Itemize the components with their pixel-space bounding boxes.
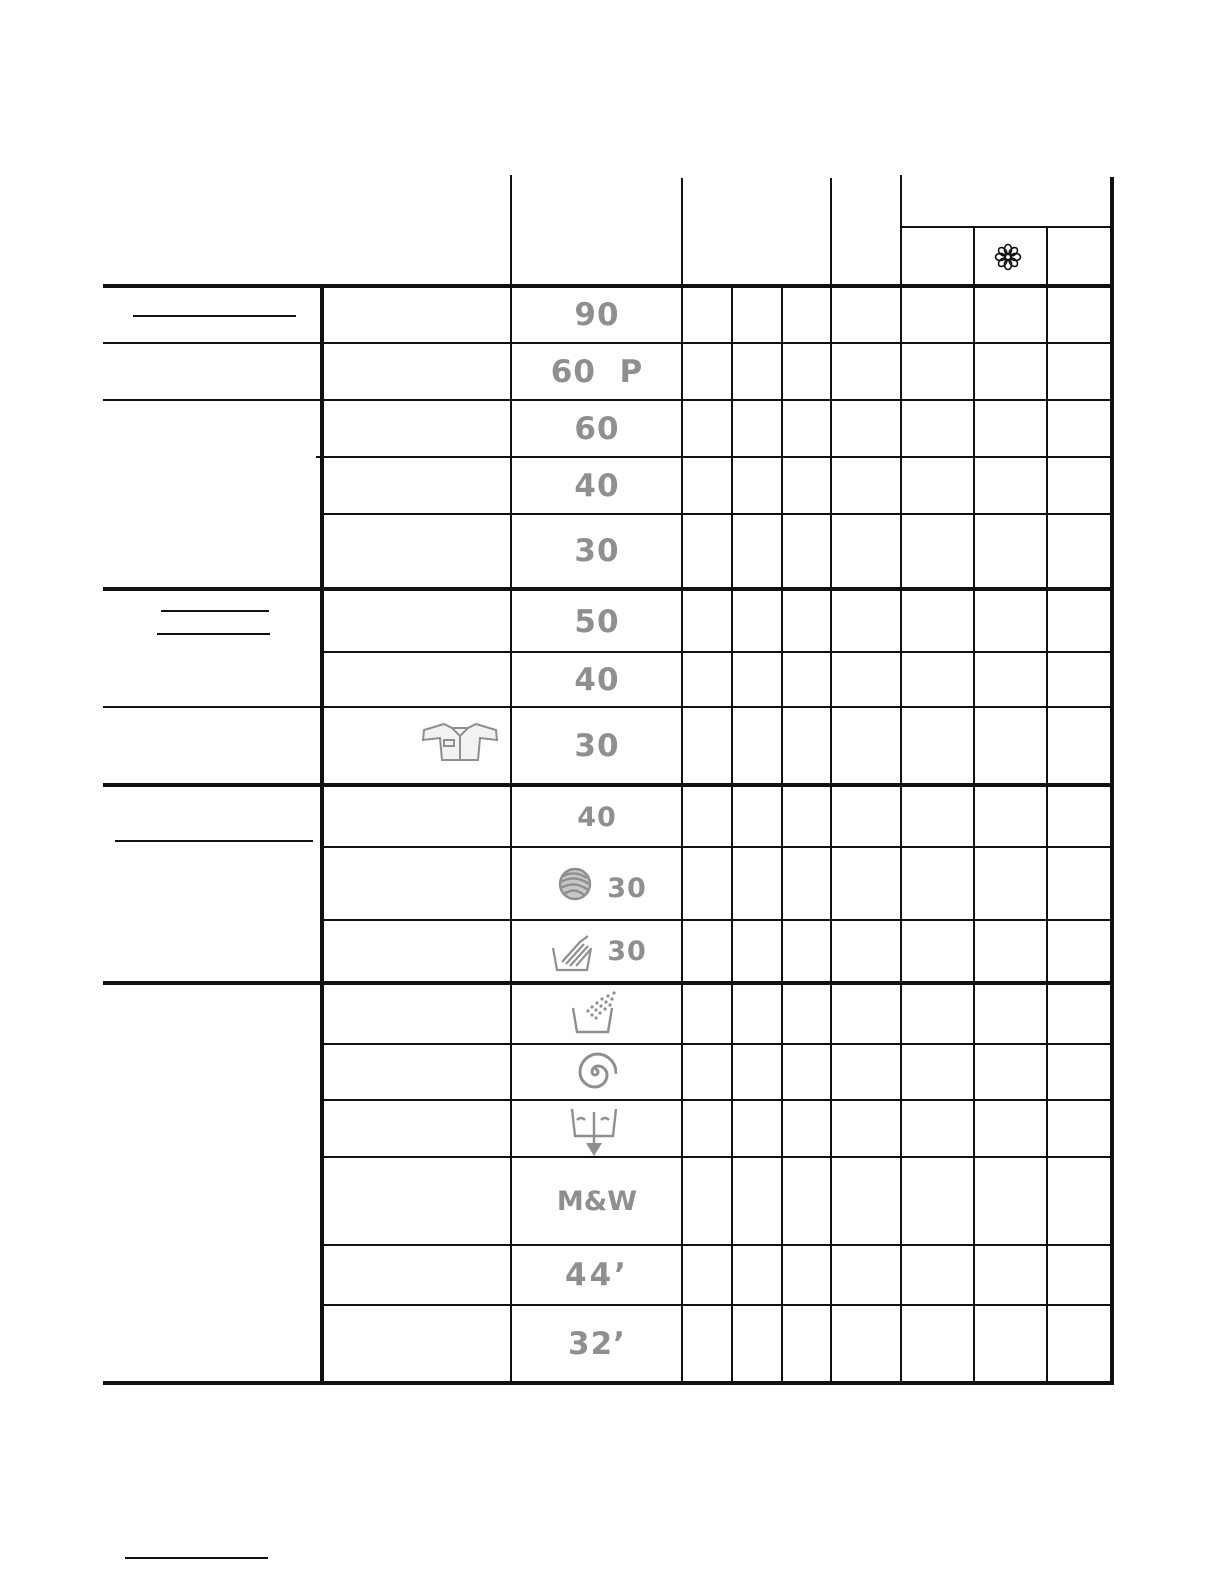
rinse-shower-icon	[570, 990, 618, 1034]
wool-icon	[556, 866, 594, 902]
program-label: 44’	[565, 1257, 629, 1293]
table-rule	[322, 651, 1112, 653]
table-rule	[322, 342, 1112, 344]
table-rule	[322, 456, 1112, 458]
program-label: 40	[574, 661, 620, 698]
program-label: 30	[607, 935, 647, 967]
heading-underline	[157, 633, 270, 635]
program-label: 60 P	[550, 353, 644, 390]
table-rule	[322, 513, 1112, 515]
program-label: 40	[577, 801, 617, 833]
table-rule	[103, 342, 322, 344]
handwash-icon	[550, 932, 596, 972]
table-rule	[103, 706, 322, 708]
table-rule	[973, 227, 975, 1383]
program-label: 30	[607, 873, 647, 904]
spin-spiral-icon	[573, 1050, 617, 1094]
table-rule	[322, 1156, 1112, 1158]
flower-softener-icon	[993, 242, 1023, 272]
table-rule	[322, 846, 1112, 848]
table-rule	[322, 919, 1112, 921]
table-rule	[731, 286, 733, 1383]
table-rule	[322, 1099, 1112, 1101]
table-rule	[1046, 227, 1048, 1383]
table-rule	[902, 226, 1112, 228]
table-rule	[830, 178, 832, 1383]
shirt-icon	[420, 722, 500, 764]
footer-underline	[125, 1557, 268, 1559]
table-rule	[322, 1304, 1112, 1306]
table-rule	[781, 286, 783, 1383]
program-label: M&W	[556, 1185, 638, 1217]
column-rule	[320, 286, 324, 1383]
program-label: 30	[574, 727, 620, 764]
table-rule	[316, 456, 322, 458]
program-label: 32’	[568, 1326, 626, 1362]
table-rule	[103, 399, 322, 401]
heading-underline	[115, 840, 313, 842]
table-rule	[322, 1244, 1112, 1246]
program-label: 50	[574, 603, 620, 640]
drain-arrow-icon	[569, 1106, 619, 1158]
table-rule	[322, 1043, 1112, 1045]
program-label: 90	[574, 297, 620, 333]
program-label: 30	[574, 533, 620, 569]
table-rule	[900, 175, 902, 1383]
table-rule	[322, 706, 1112, 708]
table-right-border	[1110, 177, 1115, 1385]
program-label: 40	[574, 467, 620, 504]
heading-underline	[161, 610, 269, 612]
table-rule	[322, 399, 1112, 401]
program-label: 60	[574, 410, 620, 447]
heading-underline	[133, 315, 296, 317]
